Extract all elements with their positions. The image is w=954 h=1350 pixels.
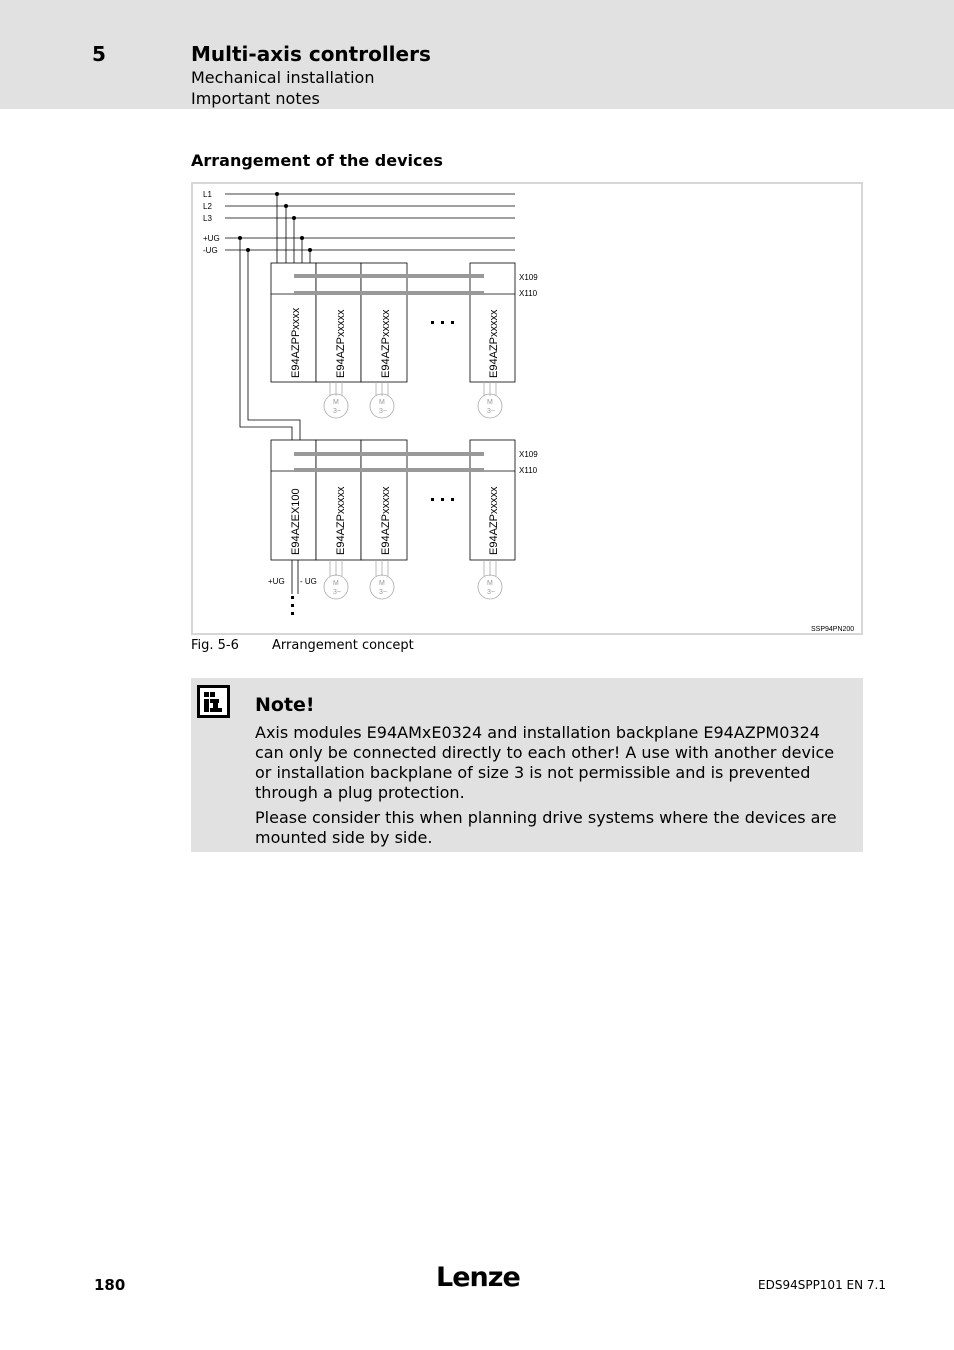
label-x110-row1: X110 <box>519 289 538 298</box>
label-minus-ug: -UG <box>203 246 218 255</box>
motor-label-m: M <box>379 399 385 406</box>
info-icon <box>197 685 230 718</box>
label-bottom-plus-ug: +UG <box>268 577 285 586</box>
note-paragraph-1: Axis modules E94AMxE0324 and installation backplane E94AZPM0324 can only be connected directly to each other! A use with another device or installation backplane of size 3 is not permissible and is prevented through a plug protection. <box>255 723 835 802</box>
section-heading: Arrangement of the devices <box>191 151 443 170</box>
label-x109-row2: X109 <box>519 450 538 459</box>
chapter-title: Multi-axis controllers <box>191 42 431 66</box>
page-number: 180 <box>94 1276 126 1294</box>
diagram-svg <box>193 184 865 637</box>
motor-label-m: M <box>379 580 385 587</box>
lenze-logo: Lenze <box>436 1262 520 1293</box>
document-id: EDS94SPP101 EN 7.1 <box>758 1278 886 1292</box>
label-plus-ug: +UG <box>203 234 220 243</box>
figure-caption: Arrangement concept <box>272 638 414 653</box>
note-paragraph-2: Please consider this when planning drive systems where the devices are mounted side by side. <box>255 808 837 847</box>
module-label-r2-3: E94AZPxxxxx <box>380 486 392 555</box>
header-band <box>0 0 954 109</box>
module-label-r2-2: E94AZPxxxxx <box>335 486 347 555</box>
chapter-number: 5 <box>92 42 106 66</box>
module-label-r1-1: E94AZPPxxxx <box>290 307 302 378</box>
label-x109-row1: X109 <box>519 273 538 282</box>
motor-label-m: M <box>333 580 339 587</box>
motor-label-m: M <box>487 580 493 587</box>
note-box <box>191 678 863 852</box>
subtitle-important-notes: Important notes <box>191 89 320 108</box>
subtitle-mechanical-installation: Mechanical installation <box>191 68 375 87</box>
label-bottom-minus-ug: - UG <box>300 577 317 586</box>
motor-label-3: 3~ <box>379 589 387 596</box>
figure-id: SSP94PN200 <box>811 626 855 633</box>
arrangement-diagram <box>191 182 863 635</box>
note-title: Note! <box>255 694 315 716</box>
label-x110-row2: X110 <box>519 466 538 475</box>
label-l3: L3 <box>203 214 212 223</box>
motor-label-3: 3~ <box>487 408 495 415</box>
module-label-r2-4: E94AZPxxxxx <box>488 486 500 555</box>
label-l2: L2 <box>203 202 212 211</box>
motor-label-3: 3~ <box>333 589 341 596</box>
motor-label-3: 3~ <box>487 589 495 596</box>
label-l1: L1 <box>203 190 212 199</box>
motor-label-3: 3~ <box>379 408 387 415</box>
module-label-r2-1: E94AZEX100 <box>290 488 302 555</box>
module-label-r1-4: E94AZPxxxxx <box>488 309 500 378</box>
figure-number: Fig. 5-6 <box>191 638 239 653</box>
motor-label-3: 3~ <box>333 408 341 415</box>
motor-label-m: M <box>487 399 493 406</box>
module-label-r1-2: E94AZPxxxxx <box>335 309 347 378</box>
motor-label-m: M <box>333 399 339 406</box>
module-label-r1-3: E94AZPxxxxx <box>380 309 392 378</box>
